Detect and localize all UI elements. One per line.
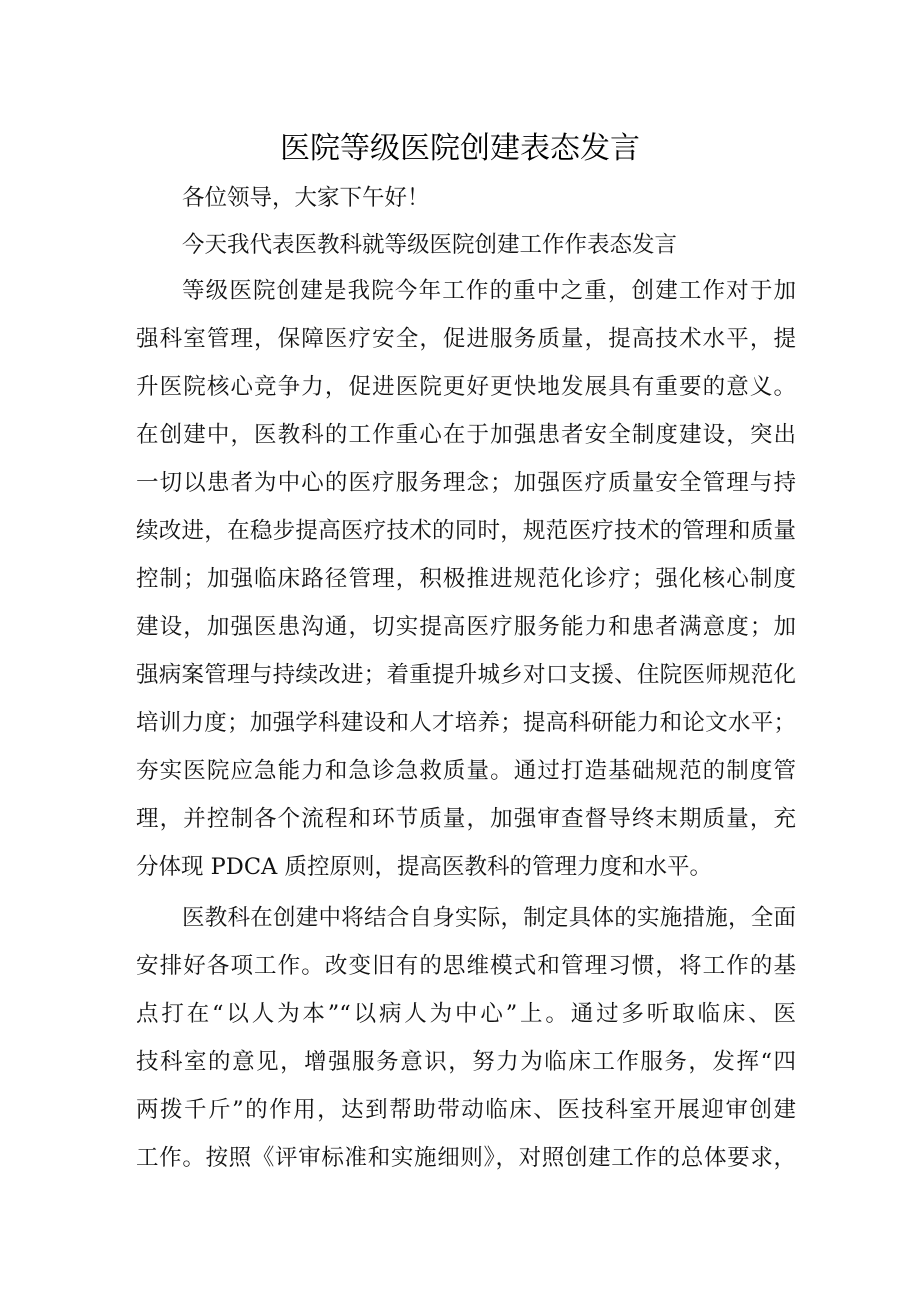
greeting-line: 各位领导，大家下午好！ — [182, 185, 430, 211]
paragraph2-line: 医教科在创建中将结合自身实际，制定具体的实施措施，全面 — [182, 905, 796, 931]
paragraph2-line: 技科室的意见，增强服务意识，努力为临床工作服务，发挥“四 — [136, 1049, 796, 1075]
paragraph1-line: 控制；加强临床路径管理，积极推进规范化诊疗；强化核心制度 — [136, 566, 796, 592]
paragraph1-line: 建设，加强医患沟通，切实提高医疗服务能力和患者满意度；加 — [136, 614, 796, 640]
paragraph2-line: 点打在“以人为本”“以病人为中心”上。通过多听取临床、医 — [136, 1001, 796, 1027]
intro-line: 今天我代表医教科就等级医院创建工作作表态发言 — [182, 232, 678, 258]
paragraph1-line: 理，并控制各个流程和环节质量，加强审查督导终末期质量，充 — [136, 806, 796, 832]
paragraph1-line: 强病案管理与持续改进；着重提升城乡对口支援、住院医师规范化 — [136, 662, 796, 688]
paragraph1-line: 分体现 PDCA 质控原则，提高医教科的管理力度和水平。 — [136, 854, 712, 880]
paragraph1-line: 等级医院创建是我院今年工作的重中之重，创建工作对于加 — [182, 278, 796, 304]
paragraph1-line: 培训力度；加强学科建设和人才培养；提高科研能力和论文水平； — [136, 710, 796, 736]
paragraph2-line: 工作。按照《评审标准和实施细则》，对照创建工作的总体要求， — [136, 1145, 796, 1171]
paragraph1-line: 在创建中，医教科的工作重心在于加强患者安全制度建设，突出 — [136, 422, 796, 448]
paragraph1-line: 续改进，在稳步提高医疗技术的同时，规范医疗技术的管理和质量 — [136, 518, 796, 544]
paragraph1-line: 夯实医院应急能力和急诊急救质量。通过打造基础规范的制度管 — [136, 758, 796, 784]
paragraph2-line: 安排好各项工作。改变旧有的思维模式和管理习惯，将工作的基 — [136, 953, 796, 979]
paragraph2-line: 两拨千斤”的作用，达到帮助带动临床、医技科室开展迎审创建 — [136, 1097, 796, 1123]
paragraph1-line: 一切以患者为中心的医疗服务理念；加强医疗质量安全管理与持 — [136, 470, 796, 496]
document-title: 医院等级医院创建表态发言 — [280, 131, 640, 166]
paragraph1-line: 强科室管理，保障医疗安全，促进服务质量，提高技术水平，提 — [136, 326, 796, 352]
paragraph1-line: 升医院核心竞争力，促进医院更好更快地发展具有重要的意义。 — [136, 374, 796, 400]
